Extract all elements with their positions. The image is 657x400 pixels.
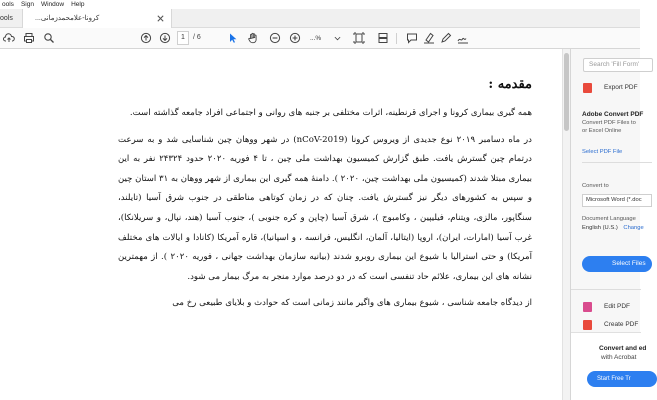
chevron-down-icon[interactable] [333,31,341,45]
highlight-icon[interactable] [422,31,436,45]
cloud-upload-icon[interactable] [2,31,16,45]
convert-section [582,110,652,135]
vertical-scrollbar[interactable] [562,49,570,400]
tools-search-input[interactable]: Search 'Fill Form' [583,58,653,72]
prev-page-icon[interactable] [139,31,153,45]
zoom-level-dropdown[interactable]: ...% [310,35,322,42]
tools-pane [570,49,647,400]
document-viewport[interactable] [0,49,568,400]
document-language-row [582,225,644,231]
tab-bar [0,9,640,28]
edit-pdf-tool[interactable] [583,301,653,313]
draw-icon[interactable] [439,31,453,45]
convert-to-select[interactable]: Microsoft Word (*.doc [582,194,652,207]
paragraph: از دیدگاه جامعه شناسی ، شیوع بیماری های واگیر مانند زمانی است که حوادث و بلایای طبیعی رخ می [172,298,532,309]
menu-item-window[interactable]: Window [40,1,65,8]
paragraph: همه گیری بیماری کرونا و اجرای قرنطینه، اثرات مختلفی بر جنبه های روانی و اجتماعی افراد جامعه گذاشته است. [129,108,532,118]
document-page [118,77,532,321]
convert-to-label: Convert to [582,183,609,189]
document-language-label: Document Language [582,216,636,222]
scrollbar-thumb[interactable] [564,53,569,131]
create-pdf-tool[interactable] [583,319,653,327]
menu-item-help[interactable]: Help [71,1,85,8]
print-icon[interactable] [22,31,36,45]
page-total: / 6 [193,34,201,41]
create-pdf-label: Create PDF [604,321,639,328]
acrobat-promo [571,332,647,400]
zoom-out-icon[interactable] [268,31,282,45]
page-number-input[interactable]: 1 [177,31,189,45]
tab-tools[interactable]: ools [0,15,13,22]
select-files-button[interactable]: Select Files [582,256,652,272]
tab-document[interactable] [22,9,172,28]
convert-description: or Excel Online [582,128,622,134]
next-page-icon[interactable] [158,31,172,45]
select-pdf-file-link[interactable]: Select PDF File [582,149,623,155]
edit-pdf-icon [583,302,592,312]
promo-headline: Convert and ed [599,345,647,352]
menu-item-sign[interactable]: Sign [20,1,34,8]
scroll-mode-icon[interactable] [376,31,390,45]
promo-subline: with Acrobat [601,354,637,361]
toolbar [0,28,640,49]
document-tab-title: کرونا-علامحمدزمانی... [35,15,100,22]
convert-heading: Adobe Convert PDF [582,111,644,118]
close-icon[interactable] [156,14,165,23]
menu-item-tools[interactable]: ools [2,1,14,8]
export-pdf-tool[interactable] [583,81,653,95]
export-pdf-label: Export PDF [604,84,638,91]
paragraph: در ماه دسامبر ۲۰۱۹ نوع جدیدی از ویروس کرونا (nCoV-2019) در شهر ووهان چین شناسایی شد و به سرعت درتمام چین گسترش یافت. طبق گزارش کمیسیون بهداشت ملی چین ، تا ۴ فوریه ۲۰۲۰ حدود ۲۴۳۲۴ نفر به این بیماری مبتلا شدند (کمیسیون ملی بهداشت چین، ۲۰۲۰ ). دامنهٔ همه گیری این بیماری از شهر ووهان به ۳۱ استان چین و سپس به کشورهای دیگر نیز گسترش یافت. چنان که در زمان کوتاهی مناطقی در جنوب شرق آسیا (تایلند، سنگاپور، مالزی، ویتنام، فیلیپین ، وکامبوج )، شرق آسیا (چاپن و کره جنوبی )، جنوب آسیا (هند، نپال، و سریلانکا)، غرب آسیا (امارات، ایران)، اروپا (ایتالیا، آلمان، انگلیس، فرانسه ، و اسپانیا)، قاره آمریکا (کانادا و ایالات های مختلف آمریکا) و حتی استرالیا با شیوع این بیماری روبرو شدند (بیانیه سازمان بهداشت جهانی ، فوریه ۲۰۲۰ ). از مهمترین نشانه های این بیماری، علائم حاد تنفسی است که در دو درصد موارد منجر به مرگ بیمار می شود. [118,134,533,282]
fit-page-icon[interactable] [352,31,366,45]
divider [582,162,652,163]
toolbar-divider [396,33,397,44]
section-heading: مقدمه : [488,77,532,92]
menu-bar [0,0,640,9]
convert-description: Convert PDF Files to [582,120,636,126]
sign-icon[interactable] [456,31,470,45]
search-icon[interactable] [42,31,56,45]
document-language-value: English (U.S.) [582,225,618,231]
cursor-icon[interactable] [226,31,240,45]
start-free-trial-button[interactable]: Start Free Tr [587,371,657,387]
divider [571,289,641,290]
create-pdf-icon [583,320,592,330]
hand-icon[interactable] [246,31,260,45]
edit-pdf-label: Edit PDF [604,303,631,310]
change-language-link[interactable]: Change [623,225,644,231]
export-pdf-icon [583,83,592,93]
zoom-in-icon[interactable] [288,31,302,45]
comment-icon[interactable] [405,31,419,45]
